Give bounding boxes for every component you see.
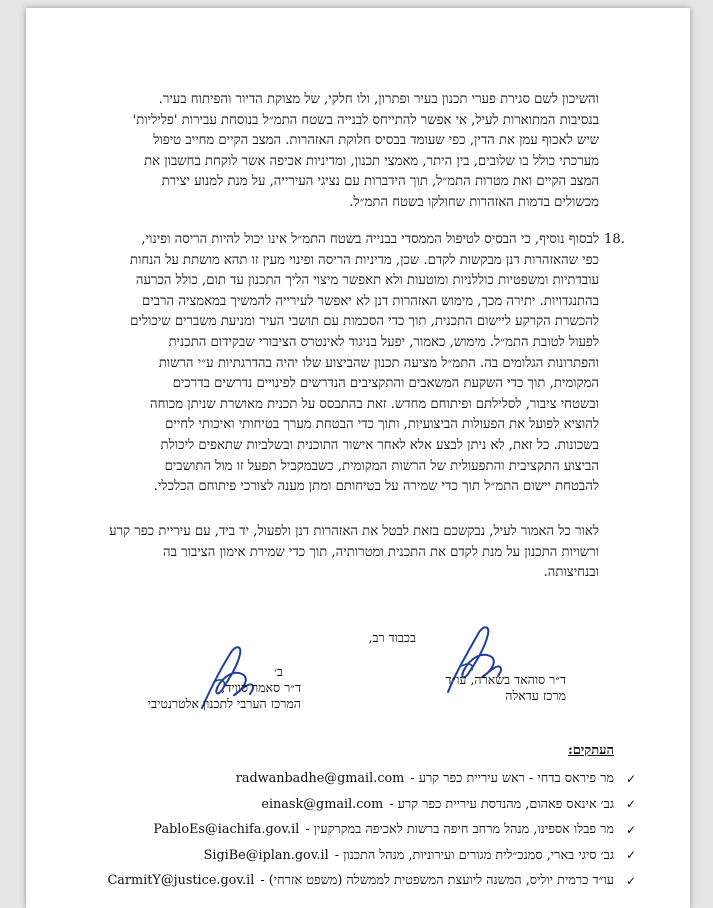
signer-1-block [386, 672, 566, 704]
text-line: כפי שהאזהרות דנן מבקשות לקדם. שכן, מדיניות הריסה ופינוי מעין זו תהא מושתת על הנחות [129, 252, 599, 268]
text-line: להכשרת הקרקע ליישום התכנית, תוך כדי הסכמות עם תושבי העיר ומניעת משברים שיכולים [130, 314, 599, 330]
check-mark-icon: ✓ [625, 822, 637, 837]
signer-1-name: ד״ר סוהאד בשארה, עו״ד [445, 672, 566, 687]
signer-2-block [101, 664, 301, 712]
text-line: להוציא לפועל את הפעולות הביצועיות, ותוך כדי הבטחת מערך בטיחותי ואיכותי לחיים [165, 417, 599, 433]
text-line: בהתנגדויות. יתירה מכך, מימוש האזהרות דנן לא יאפשר לעירייה להמשיך במאמציה הרבים [142, 293, 599, 309]
check-mark-icon: ✓ [625, 873, 637, 888]
cc-recipient: גב׳ סיגי בארי, סמנכ״לית מגורים ועירוניות, מנהל התכנון - [334, 847, 614, 863]
cc-item [96, 792, 640, 818]
check-mark-icon: ✓ [625, 848, 637, 863]
cc-item [96, 766, 640, 792]
text-line: ורשויות התכנון על מנת לקדם את התכנית ומטרותיה, תוך כדי שמירת אימון הציבור בה [162, 544, 599, 560]
cc-email[interactable]: SigiBe@iplan.gov.il [203, 847, 329, 863]
text-line: בשכונות. כל זאת, לא ניתן לבצע אלא לאחר אישור התוכנית ובשלביות שתאפים ליכולת [160, 437, 599, 453]
text-line: להבטחת יישום התמ״ל תוך כדי שמירה על בטיחותם ומתן מענה לצורכי פיתוחם הכלכלי. [153, 479, 599, 495]
cc-recipient: מר פיראס בדחי - ראש עיריית כפר קרע - [410, 771, 614, 787]
cc-email[interactable]: PabloEs@iachifa.gov.il [153, 822, 300, 838]
text-line: והפתרונות הגלומים בה. התמ״ל מציעה תכנון שהביצוע שלו יהיה בהדרגתיות ע״י הרשות [158, 355, 599, 371]
cc-recipient: מר פבלו אספינו, מנהל מרחב חיפה ברשות לאכיפה במקרקעין - [305, 822, 614, 838]
check-mark-icon: ✓ [625, 771, 637, 786]
text-line: בנסיבות המתוארות לעיל, אי אפשר להתייחס לבנייה בשטח התמ״ל בנוסחת עבירות 'פליליות' [132, 112, 599, 128]
text-line: עובדתיות ומשפטיות כוללניות ומוטעות ולא תאפשר מיצוי הליך התכנון עד תום, כולל הכרעה [135, 273, 599, 289]
cc-recipient: עו״ד כרמית יוליס, המשנה ליועצת המשפטית לממשלה (משפט אזרחי) - [260, 873, 614, 889]
text-line: והשיכון לשם סגירת פערי תכנון בעיר ופתרון, ולו חלקי, של מצוקת הדיור והפיתוח בעיר. [158, 92, 599, 107]
signer-2-org: המרכז הערבי לתכנון אלטרנטיבי [147, 696, 301, 711]
check-mark-icon: ✓ [625, 797, 637, 812]
cc-email[interactable]: radwanbadhe@gmail.com [235, 771, 405, 787]
cc-list [96, 766, 640, 894]
cc-heading: העתקים: [567, 743, 614, 758]
text-line: לבסוף נוסיף, כי הבסיס לטיפול הממסדי בבנייה בשטח התמ״ל אינו יכול להיות הריסה ופינוי, [141, 232, 599, 247]
text-line: המקומית, תוך כדי השקעת המשאבים והתקציבים הנדרשים לפינויים נדרשים בדרכים [172, 376, 599, 392]
paragraph-continuation [102, 90, 599, 214]
text-line: לאור כל האמור לעיל, נבקשכם בזאת לבטל את האזהרות דנן ולפעול, יד ביד, עם עיריית כפר קרע [109, 524, 599, 539]
cc-item [96, 868, 640, 894]
signer-2-prefix: ב׳ [274, 664, 283, 679]
text-line: שיש לאכוף עמן את הדין, כפי שעומד בבסיס חלוקת האזהרות. המצב הקיים מחייב טיפול [153, 133, 599, 149]
closing-salutation: בכבוד רב, [368, 630, 416, 645]
cc-item [96, 843, 640, 869]
paragraph-conclusion [102, 522, 599, 584]
paragraph-number: 18. [604, 232, 625, 247]
cc-email[interactable]: CarmitY@justice.gov.il [107, 873, 255, 889]
text-line: ובנחיצותה. [543, 565, 599, 581]
text-line: מערכתי כולל בו שלובים, בין היתר, מאמצי תכנון, ומדיניות אכיפה אשר לוקחת בחשבון את [144, 153, 599, 169]
cc-item [96, 817, 640, 843]
text-line: מכשולים בדמות האזהרות שחולקו בשטח התמ״ל. [349, 194, 599, 210]
text-line: לפעול לטובת התמ״ל. מימוש, כאמור, יפעל בניגוד לאינטרס הציבורי שבקידום התכנית [168, 334, 599, 350]
text-line: הביצוע התקציבית והתפעולית של הרשות המקומית, כשבמקביל תפעל זו מול התושבים [164, 458, 599, 474]
text-line: המצב הקיים ואת מטרות התמ״ל, תוך הידברות עם נציגי העירייה, על מנת למנוע יצירת [161, 174, 599, 190]
signer-2-name: ד״ר סאמר סוויד, [221, 680, 301, 695]
cc-email[interactable]: einask@gmail.com [261, 796, 384, 812]
cc-recipient: גב׳ אינאס פאהום, מהנדסת עיריית כפר קרע - [389, 796, 614, 812]
paragraph-18 [102, 230, 599, 498]
text-line: ובשטחי ציבור, לסלילתם ופיתוחם מחדש. זאת בהתבסס על תכנית מאושרת שניתן מכוחה [150, 396, 599, 412]
signer-1-org: מרכז עדאלה [505, 688, 566, 703]
letter-page [26, 8, 690, 908]
